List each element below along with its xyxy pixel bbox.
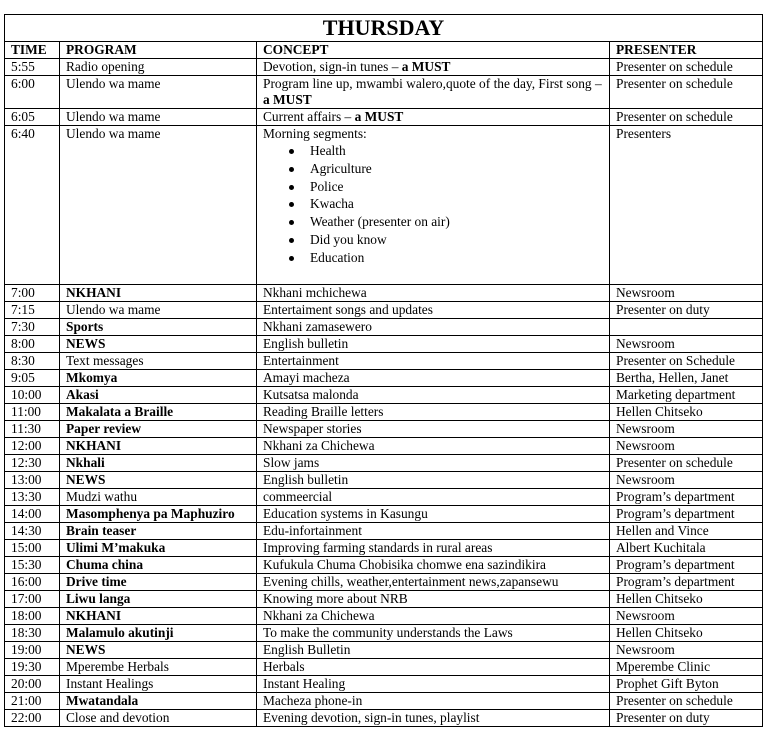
time-cell [5,710,60,727]
program-text: Brain teaser [66,523,137,538]
program-cell [60,523,257,540]
program-cell [60,76,257,109]
presenter-text: Presenter on schedule [616,59,733,74]
concept-cell [257,455,610,472]
time-cell [5,285,60,302]
concept-cell [257,353,610,370]
program-cell [60,472,257,489]
program-text: NKHANI [66,285,122,300]
concept-cell [257,336,610,353]
program-text: Ulendo wa mame [66,109,161,124]
concept-text: Devotion, sign-in tunes – [263,59,402,74]
table-row [5,540,763,557]
program-text: Akasi [66,387,99,402]
time-text: 22:00 [11,710,42,725]
time-cell [5,353,60,370]
presenter-text: Presenter on duty [616,710,710,725]
table-row [5,76,763,109]
table-row [5,302,763,319]
time-text: 6:00 [11,76,35,91]
time-text: 12:00 [11,438,42,453]
time-cell [5,438,60,455]
concept-text: Kutsatsa malonda [263,387,359,402]
table-row [5,710,763,727]
time-cell [5,336,60,353]
program-text: Ulendo wa mame [66,126,161,141]
time-text: 11:30 [11,421,42,436]
program-cell [60,557,257,574]
concept-cell [257,370,610,387]
concept-cell [257,693,610,710]
presenter-text: Hellen and Vince [616,523,709,538]
time-cell [5,625,60,642]
presenter-text: Hellen Chitseko [616,404,703,419]
presenter-cell [610,319,763,336]
presenter-cell [610,370,763,387]
schedule-body [5,59,763,727]
program-text: Instant Healings [66,676,154,691]
concept-text: Reading Braille letters [263,404,384,419]
time-text: 7:30 [11,319,35,334]
presenter-text: Program’s department [616,506,735,521]
time-text: 15:30 [11,557,42,572]
time-cell [5,591,60,608]
segment-item: Agriculture [310,160,609,178]
program-text: Ulendo wa mame [66,76,161,91]
header-program: PROGRAM [60,42,257,59]
presenter-text: Newsroom [616,285,675,300]
program-cell [60,421,257,438]
presenter-text: Presenter on schedule [616,76,733,91]
concept-cell [257,540,610,557]
table-row [5,489,763,506]
table-row [5,625,763,642]
program-cell [60,489,257,506]
presenter-cell [610,659,763,676]
table-row [5,574,763,591]
program-cell [60,353,257,370]
time-cell [5,76,60,109]
presenter-cell [610,710,763,727]
time-text: 16:00 [11,574,42,589]
table-row [5,109,763,126]
time-text: 6:05 [11,109,35,124]
presenter-text: Newsroom [616,336,675,351]
time-text: 7:00 [11,285,35,300]
program-cell [60,387,257,404]
concept-text: Nkhani za Chichewa [263,608,375,623]
presenter-text: Albert Kuchitala [616,540,706,555]
presenter-text: Mperembe Clinic [616,659,711,674]
time-cell [5,126,60,285]
concept-text: To make the community understands the Laws [263,625,513,640]
program-cell [60,574,257,591]
time-text: 6:40 [11,126,35,141]
time-text: 18:00 [11,608,42,623]
concept-text: Nkhani za Chichewa [263,438,375,453]
concept-emphasis: a MUST [263,92,312,107]
table-row [5,693,763,710]
time-text: 14:00 [11,506,42,521]
program-text: Sports [66,319,104,334]
time-cell [5,659,60,676]
program-cell [60,319,257,336]
presenter-cell [610,109,763,126]
presenter-cell [610,506,763,523]
concept-cell [257,76,610,109]
table-row [5,506,763,523]
table-row [5,438,763,455]
table-row [5,523,763,540]
concept-cell [257,591,610,608]
time-cell [5,319,60,336]
presenter-cell [610,302,763,319]
time-cell [5,642,60,659]
time-cell [5,455,60,472]
program-text: Close and devotion [66,710,170,725]
presenter-cell [610,523,763,540]
concept-cell [257,285,610,302]
presenter-text: Bertha, Hellen, Janet [616,370,729,385]
program-text: Ulendo wa mame [66,302,161,317]
concept-text: Entertaiment songs and updates [263,302,433,317]
presenter-text: Presenter on schedule [616,109,733,124]
time-cell [5,693,60,710]
table-row [5,370,763,387]
program-cell [60,336,257,353]
program-cell [60,302,257,319]
concept-cell [257,472,610,489]
time-cell [5,404,60,421]
presenter-text: Presenter on Schedule [616,353,735,368]
presenter-cell [610,336,763,353]
time-text: 15:00 [11,540,42,555]
concept-text: Evening devotion, sign-in tunes, playlist [263,710,480,725]
segment-item: Weather (presenter on air) [310,213,609,231]
program-text: NEWS [66,472,106,487]
time-text: 8:30 [11,353,35,368]
concept-text: Herbals [263,659,305,674]
presenter-cell [610,59,763,76]
program-text: Mkomya [66,370,118,385]
time-cell [5,489,60,506]
table-row [5,59,763,76]
presenter-text: Presenter on duty [616,302,710,317]
table-row [5,336,763,353]
presenter-cell [610,76,763,109]
concept-cell [257,710,610,727]
concept-text: Program line up, mwambi walero,quote of the day, First song – [263,76,602,91]
time-text: 12:30 [11,455,42,470]
time-text: 10:00 [11,387,42,402]
table-row [5,126,763,285]
table-row [5,353,763,370]
program-cell [60,693,257,710]
program-cell [60,59,257,76]
concept-text: Nkhani mchichewa [263,285,367,300]
time-text: 19:30 [11,659,42,674]
segment-item: Health [310,142,609,160]
concept-text: Kufukula Chuma Chobisika chomwe ena sazindikira [263,557,546,572]
concept-cell [257,438,610,455]
concept-cell [257,625,610,642]
table-row [5,608,763,625]
concept-cell [257,659,610,676]
segment-item: Education [310,249,609,267]
concept-cell [257,523,610,540]
program-text: Masomphenya pa Maphuziro [66,506,235,521]
time-text: 17:00 [11,591,42,606]
presenter-cell [610,608,763,625]
program-text: Paper review [66,421,141,436]
program-cell [60,540,257,557]
presenter-text: Program’s department [616,574,735,589]
concept-text: Edu-infortainment [263,523,362,538]
concept-cell [257,574,610,591]
presenter-text: Newsroom [616,421,675,436]
concept-text: Nkhani zamasewero [263,319,372,334]
table-row [5,285,763,302]
time-cell [5,370,60,387]
presenter-cell [610,557,763,574]
presenter-cell [610,455,763,472]
presenter-text: Marketing department [616,387,736,402]
time-text: 13:30 [11,489,42,504]
program-text: Ulimi M’makuka [66,540,166,555]
program-text: NEWS [66,336,106,351]
presenter-text: Prophet Gift Byton [616,676,719,691]
concept-cell [257,557,610,574]
presenter-text: Newsroom [616,438,675,453]
concept-text: Morning segments: [263,126,367,141]
page-title: THURSDAY [5,15,763,42]
concept-cell [257,319,610,336]
presenter-cell [610,126,763,285]
program-cell [60,370,257,387]
time-cell [5,302,60,319]
time-cell [5,608,60,625]
table-row [5,319,763,336]
concept-cell [257,109,610,126]
concept-emphasis: a MUST [401,59,451,74]
header-time: TIME [5,42,60,59]
program-text: Mperembe Herbals [66,659,169,674]
time-cell [5,676,60,693]
concept-text: Evening chills, weather,entertainment news,zapansewu [263,574,559,589]
presenter-cell [610,404,763,421]
presenter-text: Program’s department [616,557,735,572]
time-text: 18:30 [11,625,42,640]
program-text: Nkhali [66,455,105,470]
concept-cell [257,404,610,421]
table-row [5,659,763,676]
program-text: Malamulo akutinji [66,625,174,640]
presenter-cell [610,421,763,438]
table-row [5,591,763,608]
concept-text: Improving farming standards in rural areas [263,540,493,555]
program-cell [60,438,257,455]
program-cell [60,109,257,126]
concept-text: English bulletin [263,336,349,351]
segment-item: Did you know [310,231,609,249]
program-text: Drive time [66,574,127,589]
concept-text: commeercial [263,489,333,504]
program-text: NKHANI [66,438,122,453]
concept-text: Education systems in Kasungu [263,506,428,521]
presenter-text: Newsroom [616,642,675,657]
segment-list [263,142,609,267]
concept-cell [257,421,610,438]
concept-cell [257,608,610,625]
concept-cell [257,302,610,319]
concept-text: Slow jams [263,455,320,470]
concept-text: Amayi macheza [263,370,350,385]
presenter-text: Newsroom [616,608,675,623]
program-text: Radio opening [66,59,145,74]
presenter-cell [610,574,763,591]
table-row [5,421,763,438]
program-cell [60,126,257,285]
schedule-table [4,14,763,727]
program-cell [60,642,257,659]
time-cell [5,59,60,76]
presenter-cell [610,642,763,659]
presenter-cell [610,472,763,489]
presenter-cell [610,693,763,710]
program-cell [60,404,257,421]
program-text: Liwu langa [66,591,131,606]
program-text: NEWS [66,642,106,657]
header-presenter: PRESENTER [610,42,763,59]
time-text: 21:00 [11,693,42,708]
presenter-text: Presenter on schedule [616,455,733,470]
time-text: 9:05 [11,370,35,385]
time-text: 11:00 [11,404,42,419]
concept-cell [257,59,610,76]
program-cell [60,676,257,693]
table-row [5,404,763,421]
time-cell [5,472,60,489]
presenter-cell [610,591,763,608]
table-row [5,455,763,472]
presenter-text: Hellen Chitseko [616,625,703,640]
concept-cell [257,642,610,659]
concept-text: English bulletin [263,472,349,487]
presenter-text: Presenters [616,126,672,141]
program-cell [60,455,257,472]
program-text: NKHANI [66,608,122,623]
time-text: 20:00 [11,676,42,691]
concept-text: English Bulletin [263,642,351,657]
presenter-cell [610,540,763,557]
header-concept: CONCEPT [257,42,610,59]
program-cell [60,659,257,676]
program-cell [60,591,257,608]
concept-text: Knowing more about NRB [263,591,408,606]
program-text: Makalata a Braille [66,404,174,419]
presenter-text: Newsroom [616,472,675,487]
segment-item: Police [310,178,609,196]
program-text: Text messages [66,353,144,368]
time-text: 7:15 [11,302,35,317]
table-row [5,557,763,574]
table-row [5,642,763,659]
time-cell [5,506,60,523]
presenter-cell [610,676,763,693]
presenter-text: Program’s department [616,489,735,504]
concept-cell [257,506,610,523]
program-text: Mwatandala [66,693,139,708]
table-row [5,387,763,404]
table-row [5,676,763,693]
concept-text: Entertainment [263,353,339,368]
presenter-cell [610,438,763,455]
time-text: 19:00 [11,642,42,657]
concept-cell [257,489,610,506]
time-text: 13:00 [11,472,42,487]
program-text: Mudzi wathu [66,489,138,504]
program-text: Chuma china [66,557,144,572]
concept-cell [257,676,610,693]
concept-text: Instant Healing [263,676,346,691]
header-row [5,42,763,59]
time-cell [5,557,60,574]
program-cell [60,710,257,727]
presenter-cell [610,387,763,404]
time-cell [5,523,60,540]
presenter-cell [610,625,763,642]
time-cell [5,540,60,557]
presenter-cell [610,285,763,302]
program-cell [60,285,257,302]
concept-text: Newspaper stories [263,421,362,436]
concept-cell [257,126,610,285]
time-cell [5,109,60,126]
program-cell [60,506,257,523]
time-text: 5:55 [11,59,35,74]
program-cell [60,608,257,625]
concept-cell [257,387,610,404]
time-text: 8:00 [11,336,35,351]
time-cell [5,574,60,591]
concept-text: Macheza phone-in [263,693,363,708]
segment-item: Kwacha [310,195,609,213]
time-cell [5,421,60,438]
concept-emphasis: a MUST [354,109,404,124]
time-cell [5,387,60,404]
concept-text: Current affairs – [263,109,355,124]
presenter-cell [610,353,763,370]
presenter-text: Hellen Chitseko [616,591,703,606]
presenter-text: Presenter on schedule [616,693,733,708]
table-row [5,472,763,489]
time-text: 14:30 [11,523,42,538]
presenter-cell [610,489,763,506]
program-cell [60,625,257,642]
